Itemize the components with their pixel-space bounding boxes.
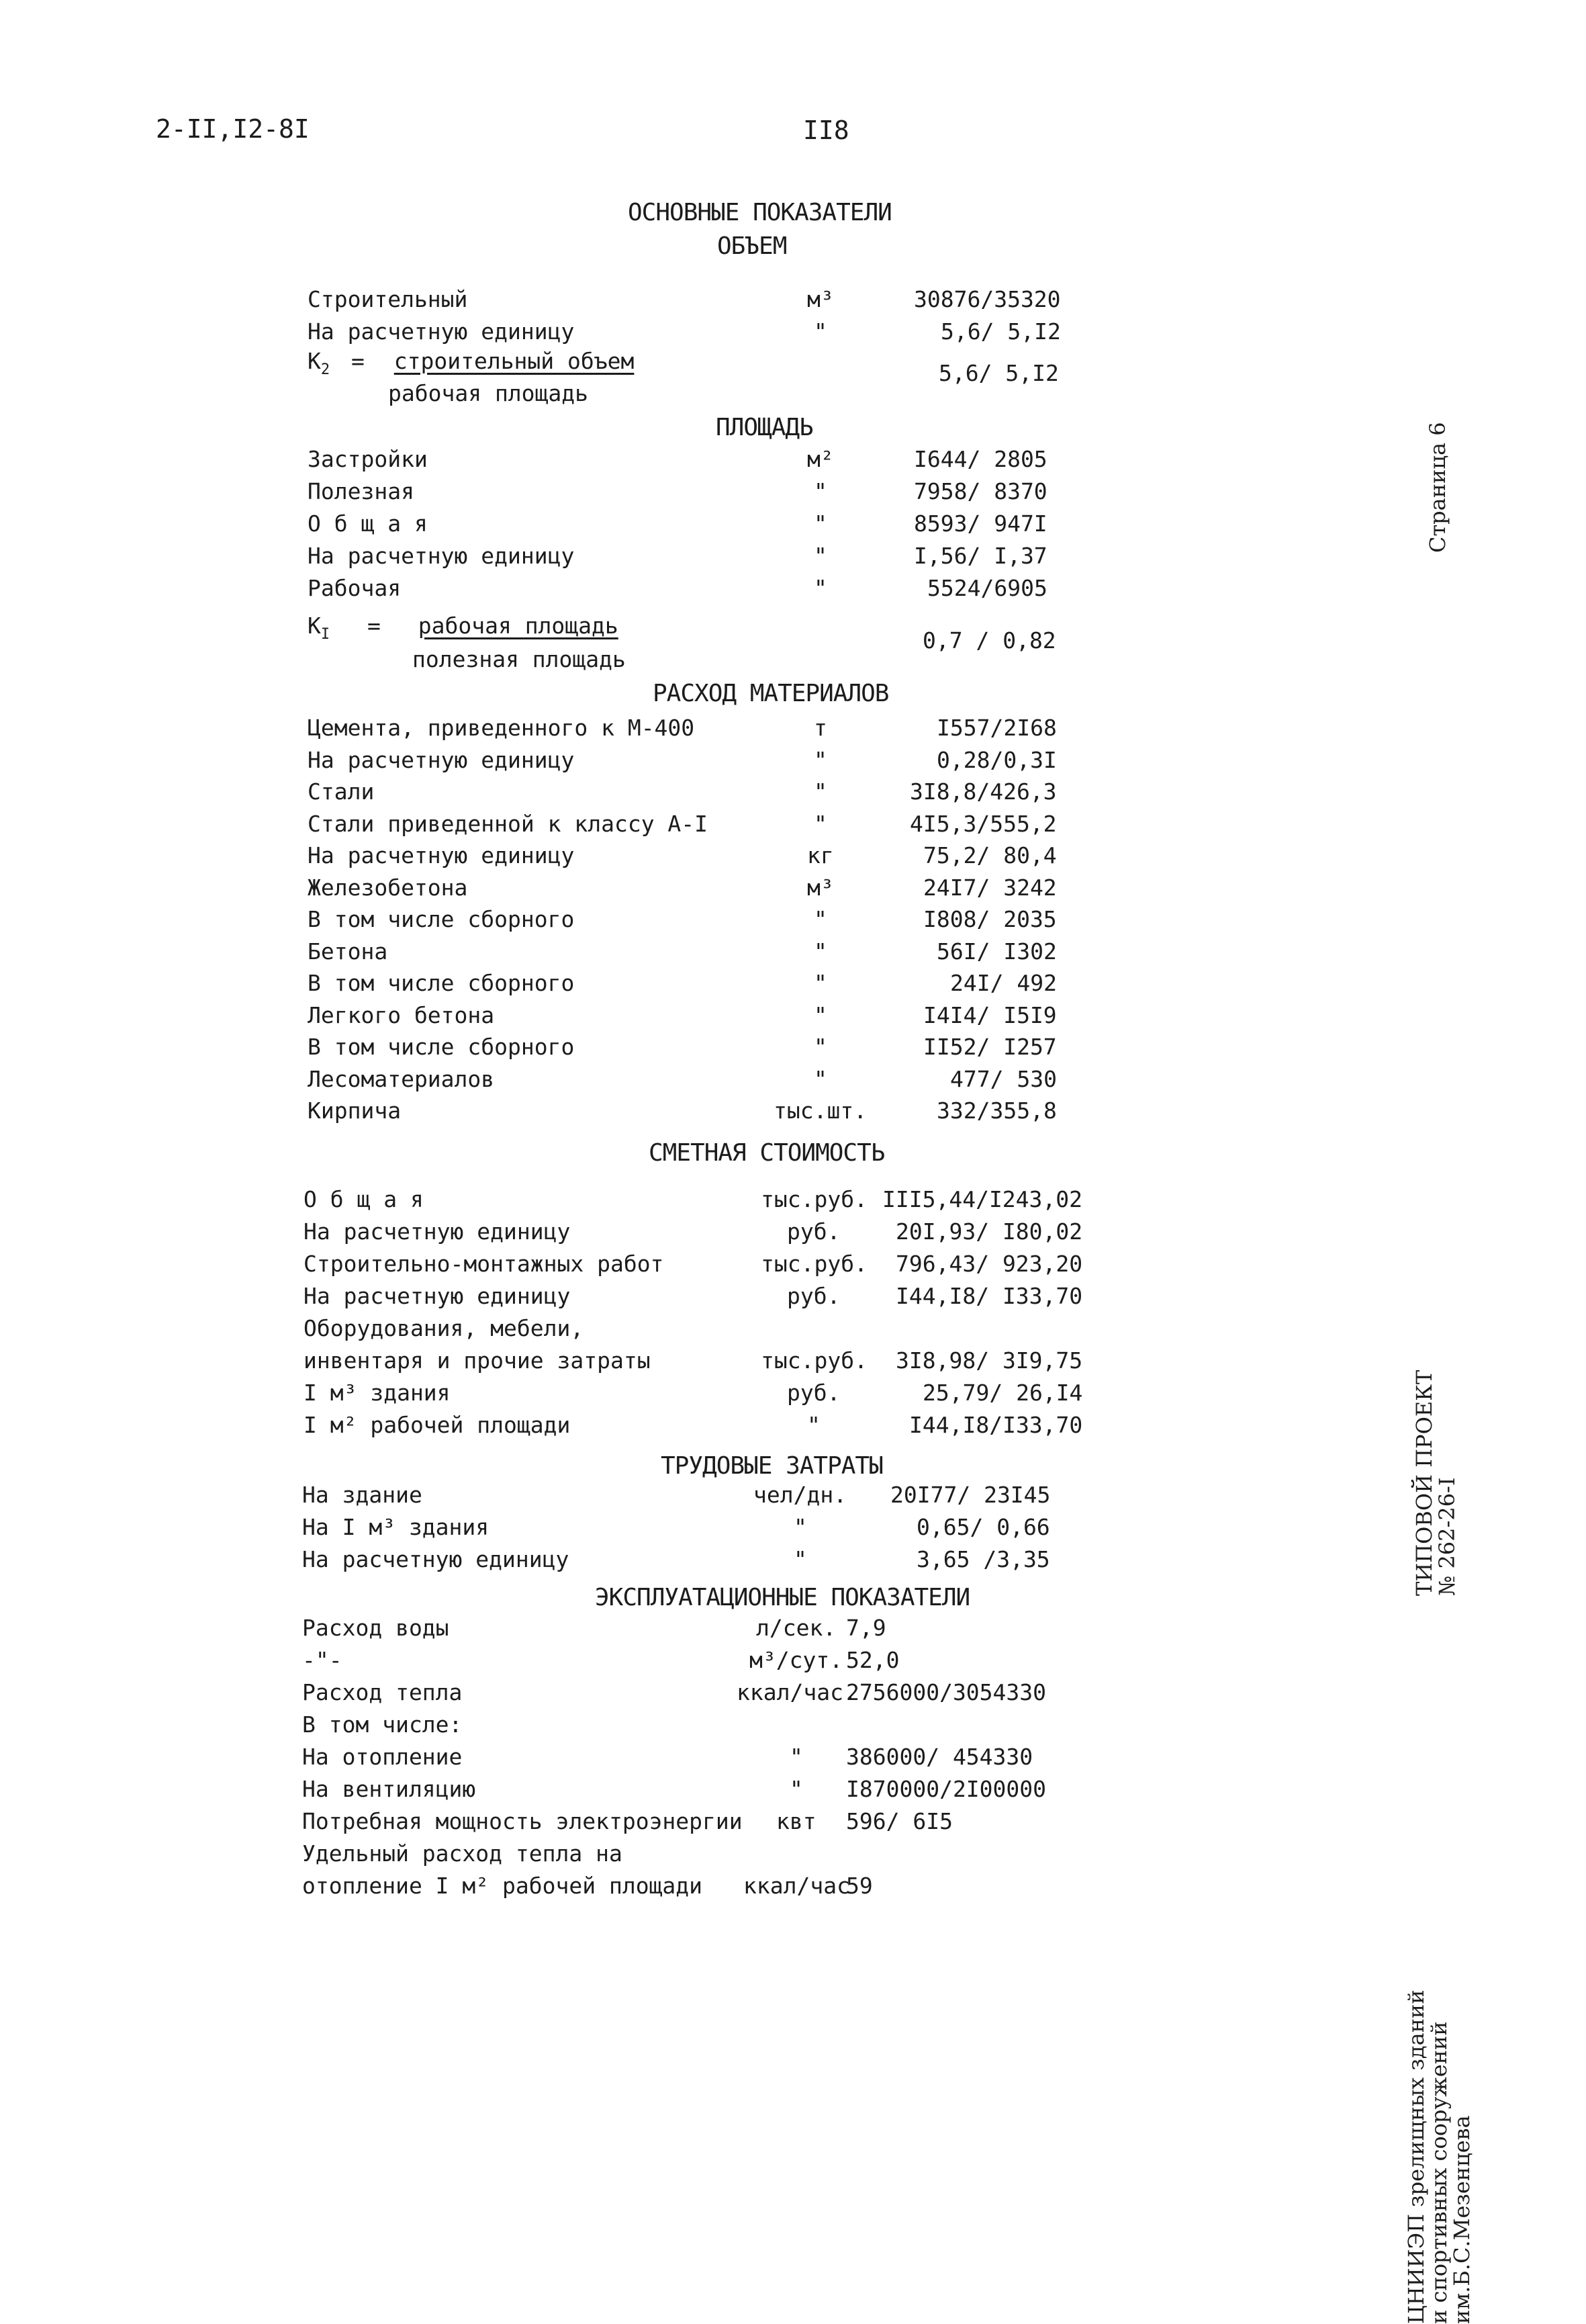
operation-row bbox=[0, 1612, 1586, 1644]
row-unit: ккал/час bbox=[743, 1873, 850, 1899]
row-value: 24I7/ 3242 bbox=[923, 875, 1057, 901]
area-row bbox=[0, 508, 1586, 540]
row-value: 2756000/3054330 bbox=[846, 1679, 1047, 1705]
operation-row bbox=[0, 1677, 1586, 1709]
row-value: I557/2I68 bbox=[937, 715, 1057, 741]
row-unit: " bbox=[794, 1546, 807, 1572]
k2-value: 5,6/ 5,I2 bbox=[939, 360, 1059, 386]
row-unit: тыс.шт. bbox=[774, 1098, 868, 1124]
row-label: -"- bbox=[302, 1647, 342, 1673]
row-unit: м² bbox=[807, 446, 834, 472]
row-unit: " bbox=[814, 811, 827, 837]
materials-row bbox=[0, 999, 1586, 1032]
area-row bbox=[0, 572, 1586, 605]
materials-row bbox=[0, 1095, 1586, 1127]
k2-numerator: строительный объем bbox=[393, 348, 635, 374]
row-unit: чел/дн. bbox=[753, 1482, 847, 1508]
page-label-stamp bbox=[1426, 422, 1449, 553]
materials-row bbox=[0, 967, 1586, 999]
row-value: 24I/ 492 bbox=[950, 970, 1057, 996]
row-value: 796,43/ 923,20 bbox=[896, 1251, 1083, 1277]
k1-numerator: рабочая площадь bbox=[418, 613, 618, 639]
row-label: Бетона bbox=[308, 938, 388, 965]
materials-row bbox=[0, 712, 1586, 744]
volume-row bbox=[0, 283, 1586, 316]
row-label: Строительно-монтажных работ bbox=[304, 1251, 664, 1277]
row-label: Легкого бетона bbox=[308, 1002, 495, 1028]
row-unit: руб. bbox=[787, 1218, 841, 1245]
row-label: На I м³ здания bbox=[302, 1514, 489, 1540]
row-value: 56I/ I302 bbox=[937, 938, 1057, 965]
materials-row bbox=[0, 776, 1586, 808]
section-title-labor: ТРУДОВЫЕ ЗАТРАТЫ bbox=[661, 1452, 883, 1480]
area-row bbox=[0, 476, 1586, 508]
row-value: I644/ 2805 bbox=[914, 446, 1047, 472]
row-value: 20I,93/ I80,02 bbox=[896, 1218, 1083, 1245]
row-label: В том числе сборного bbox=[308, 1034, 575, 1060]
row-unit: м³/сут. bbox=[749, 1647, 843, 1673]
volume-row bbox=[0, 316, 1586, 348]
row-value: I,56/ I,37 bbox=[914, 543, 1047, 569]
institute-line-3: им.Б.С.Мезенцева bbox=[1449, 2115, 1475, 2324]
materials-row bbox=[0, 936, 1586, 968]
cost-row bbox=[0, 1216, 1586, 1248]
institute-stamp bbox=[1405, 1990, 1473, 2324]
row-value: 7958/ 8370 bbox=[914, 478, 1047, 504]
row-value: 3I8,98/ 3I9,75 bbox=[896, 1347, 1083, 1374]
row-value: 0,28/0,3I bbox=[937, 747, 1057, 773]
row-value: 25,79/ 26,I4 bbox=[923, 1380, 1083, 1406]
row-value: I44,I8/ I33,70 bbox=[896, 1283, 1083, 1309]
row-value: 0,65/ 0,66 bbox=[917, 1514, 1050, 1540]
k1-symbol: $K_I$ bbox=[308, 613, 330, 643]
row-label: отопление I м² рабочей площади bbox=[302, 1873, 703, 1899]
k1-value: 0,7 / 0,82 bbox=[923, 627, 1056, 654]
row-value: III5,44/I243,02 bbox=[882, 1186, 1083, 1212]
materials-row bbox=[0, 744, 1586, 776]
k2-equals: = bbox=[351, 348, 365, 374]
k2-denominator: рабочая площадь bbox=[388, 380, 589, 406]
row-unit: " bbox=[814, 906, 827, 932]
row-label: Полезная bbox=[308, 478, 414, 504]
row-label: Строительный bbox=[308, 286, 468, 312]
cost-row bbox=[0, 1345, 1586, 1377]
row-label: Железобетона bbox=[308, 875, 468, 901]
row-unit: " bbox=[814, 747, 827, 773]
operation-row bbox=[0, 1805, 1586, 1838]
row-label: В том числе сборного bbox=[308, 970, 575, 996]
institute-line-1: ЦНИИЭП зрелищных зданий bbox=[1403, 1990, 1429, 2324]
labor-row bbox=[0, 1544, 1586, 1576]
section-title-cost: СМЕТНАЯ СТОИМОСТЬ bbox=[649, 1139, 885, 1167]
row-label: Застройки bbox=[308, 446, 428, 472]
row-value: 386000/ 454330 bbox=[846, 1744, 1033, 1770]
row-unit: тыс.руб. bbox=[761, 1347, 868, 1374]
row-unit: руб. bbox=[787, 1380, 841, 1406]
row-value: 3I8,8/426,3 bbox=[910, 778, 1057, 805]
institute-line-2: и спортивных сооружений bbox=[1426, 2021, 1452, 2324]
row-value: 332/355,8 bbox=[937, 1098, 1057, 1124]
row-label: Кирпича bbox=[308, 1098, 402, 1124]
project-title: ТИПОВОЙ ПРОЕКТ bbox=[1411, 1370, 1437, 1596]
section-title-area: ПЛОЩАДЬ bbox=[716, 414, 813, 441]
row-label: На расчетную единицу bbox=[304, 1218, 571, 1245]
row-label: Стали bbox=[308, 778, 375, 805]
k2-formula bbox=[308, 348, 634, 378]
row-value: I808/ 2035 bbox=[923, 906, 1057, 932]
row-label: I м³ здания bbox=[304, 1380, 451, 1406]
row-label: Потребная мощность электроэнергии bbox=[302, 1808, 743, 1834]
row-label: Рабочая bbox=[308, 575, 402, 601]
row-label: На отопление bbox=[302, 1744, 463, 1770]
row-label: I м² рабочей площади bbox=[304, 1412, 571, 1438]
row-unit: " bbox=[790, 1776, 803, 1802]
row-unit: т bbox=[814, 715, 827, 741]
row-label: инвентаря и прочие затраты bbox=[304, 1347, 651, 1374]
materials-row bbox=[0, 872, 1586, 904]
row-value: 3,65 /3,35 bbox=[917, 1546, 1050, 1572]
row-value: 59 bbox=[846, 1873, 873, 1899]
row-unit: " bbox=[790, 1744, 803, 1770]
operation-row bbox=[0, 1870, 1586, 1902]
row-value: 30876/35320 bbox=[914, 286, 1061, 312]
section-title-operation: ЭКСПЛУАТАЦИОННЫЕ ПОКАЗАТЕЛИ bbox=[595, 1584, 970, 1611]
labor-row bbox=[0, 1511, 1586, 1544]
row-label: На расчетную единицу bbox=[308, 543, 575, 569]
row-label: На расчетную единицу bbox=[302, 1546, 569, 1572]
k2-symbol: $K_2$ bbox=[308, 348, 330, 378]
row-label: На расчетную единицу bbox=[308, 318, 575, 345]
row-unit: " bbox=[814, 938, 827, 965]
row-label: В том числе сборного bbox=[308, 906, 575, 932]
row-label: Расход тепла bbox=[302, 1679, 463, 1705]
row-unit: " bbox=[814, 1002, 827, 1028]
main-title: ОСНОВНЫЕ ПОКАЗАТЕЛИ bbox=[628, 199, 892, 226]
row-unit: тыс.руб. bbox=[761, 1251, 868, 1277]
row-unit: " bbox=[814, 318, 827, 345]
operation-row bbox=[0, 1773, 1586, 1805]
row-value: I870000/2I00000 bbox=[846, 1776, 1047, 1802]
row-label: Оборудования, мебели, bbox=[304, 1315, 584, 1341]
row-value: 52,0 bbox=[846, 1647, 900, 1673]
row-label: На расчетную единицу bbox=[304, 1283, 571, 1309]
project-stamp bbox=[1413, 1370, 1458, 1596]
k1-formula bbox=[308, 613, 618, 643]
section-title-materials: РАСХОД МАТЕРИАЛОВ bbox=[653, 680, 889, 707]
row-label: В том числе: bbox=[302, 1711, 463, 1738]
row-unit: " bbox=[814, 478, 827, 504]
row-label: На расчетную единицу bbox=[308, 842, 575, 868]
row-unit: руб. bbox=[787, 1283, 841, 1309]
row-label: На вентиляцию bbox=[302, 1776, 476, 1802]
materials-row bbox=[0, 840, 1586, 872]
row-unit: кг bbox=[807, 842, 834, 868]
row-unit: м³ bbox=[807, 286, 834, 312]
row-label: Стали приведенной к классу А-I bbox=[308, 811, 708, 837]
row-unit: " bbox=[814, 1066, 827, 1092]
row-label: На расчетную единицу bbox=[308, 747, 575, 773]
row-unit: " bbox=[807, 1412, 821, 1438]
operation-row bbox=[0, 1644, 1586, 1677]
materials-row bbox=[0, 903, 1586, 936]
materials-row bbox=[0, 808, 1586, 840]
row-unit: квт bbox=[776, 1808, 817, 1834]
row-value: 477/ 530 bbox=[950, 1066, 1057, 1092]
cost-row bbox=[0, 1409, 1586, 1441]
row-label: Лесоматериалов bbox=[308, 1066, 495, 1092]
row-value: I4I4/ I5I9 bbox=[923, 1002, 1057, 1028]
area-row bbox=[0, 540, 1586, 572]
labor-row bbox=[0, 1479, 1586, 1511]
page-label: Страница 6 bbox=[1425, 422, 1450, 553]
row-unit: " bbox=[794, 1514, 807, 1540]
row-unit: " bbox=[814, 543, 827, 569]
materials-row bbox=[0, 1031, 1586, 1063]
cost-row bbox=[0, 1183, 1586, 1216]
row-unit: " bbox=[814, 1034, 827, 1060]
row-unit: " bbox=[814, 778, 827, 805]
row-value: 75,2/ 80,4 bbox=[923, 842, 1057, 868]
cost-row bbox=[0, 1312, 1586, 1345]
operation-row bbox=[0, 1838, 1586, 1870]
row-value: 7,9 bbox=[846, 1615, 886, 1641]
cost-row bbox=[0, 1248, 1586, 1280]
row-unit: л/сек. bbox=[756, 1615, 837, 1641]
row-value: 5,6/ 5,I2 bbox=[941, 318, 1061, 345]
row-value: 5524/6905 bbox=[927, 575, 1047, 601]
cost-row bbox=[0, 1377, 1586, 1409]
row-unit: ккал/час. bbox=[737, 1679, 857, 1705]
row-value: 20I77/ 23I45 bbox=[890, 1482, 1051, 1508]
section-title-volume: ОБЪЕМ bbox=[717, 232, 787, 260]
row-unit: " bbox=[814, 575, 827, 601]
row-value: I44,I8/I33,70 bbox=[909, 1412, 1083, 1438]
page-number: II8 bbox=[803, 116, 849, 145]
row-value: II52/ I257 bbox=[923, 1034, 1057, 1060]
k1-equals: = bbox=[367, 613, 381, 639]
row-unit: " bbox=[814, 510, 827, 537]
row-label: Цемента, приведенного к М-400 bbox=[308, 715, 695, 741]
k1-denominator: полезная площадь bbox=[412, 646, 626, 672]
row-unit: " bbox=[814, 970, 827, 996]
row-label: Расход воды bbox=[302, 1615, 449, 1641]
row-label: О б щ а я bbox=[308, 510, 428, 537]
operation-row bbox=[0, 1709, 1586, 1741]
row-label: Удельный расход тепла на bbox=[302, 1840, 622, 1867]
row-label: На здание bbox=[302, 1482, 422, 1508]
document-code: 2-II,I2-8I bbox=[156, 114, 310, 144]
row-value: 4I5,3/555,2 bbox=[910, 811, 1057, 837]
row-unit: тыс.руб. bbox=[761, 1186, 868, 1212]
materials-row bbox=[0, 1063, 1586, 1096]
area-row bbox=[0, 443, 1586, 476]
row-unit: м³ bbox=[807, 875, 834, 901]
cost-row bbox=[0, 1280, 1586, 1312]
row-value: 8593/ 947I bbox=[914, 510, 1047, 537]
row-value: 596/ 6I5 bbox=[846, 1808, 953, 1834]
row-label: О б щ а я bbox=[304, 1186, 424, 1212]
operation-row bbox=[0, 1741, 1586, 1773]
project-number: № 262-26-I bbox=[1434, 1477, 1460, 1596]
